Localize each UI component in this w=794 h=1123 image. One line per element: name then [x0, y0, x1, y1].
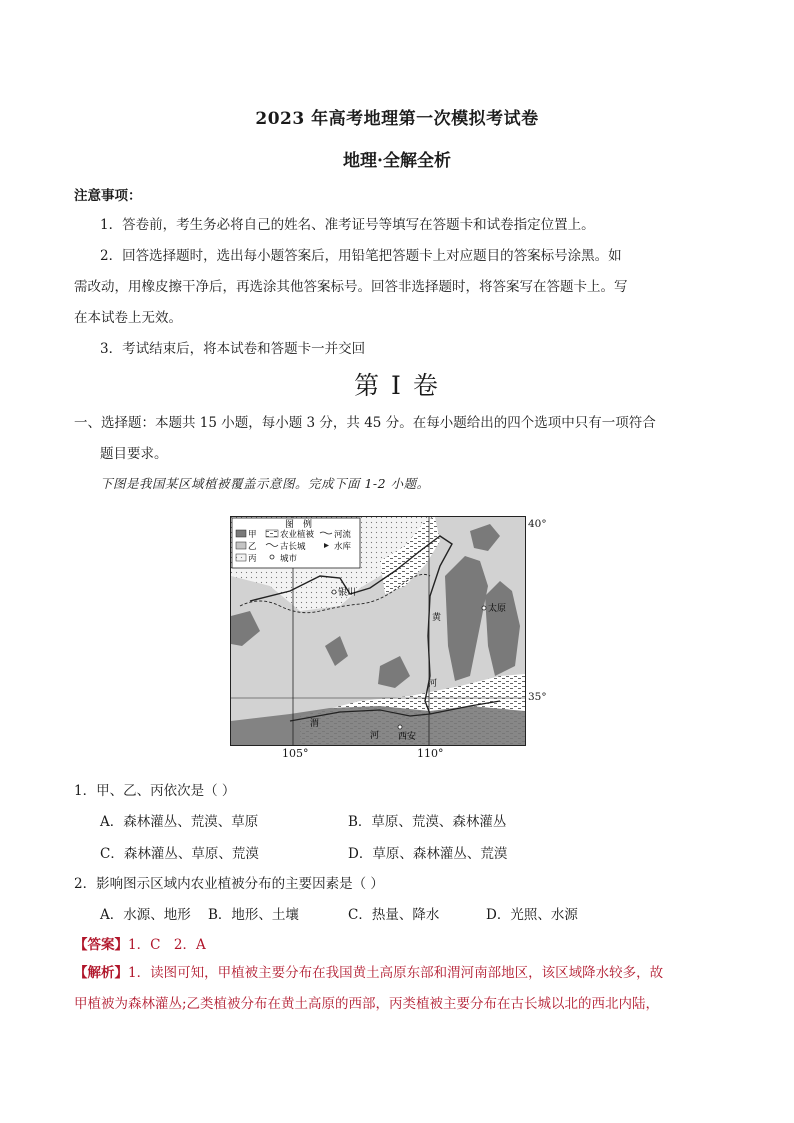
legend-wall: 古长城 — [280, 542, 306, 552]
question-2-option-c: C．热量、降水 — [348, 907, 440, 923]
question-1-option-c: C．森林灌丛、草原、荒漠 — [100, 846, 259, 862]
question-2-option-b: B．地形、土壤 — [208, 907, 299, 923]
legend-yi: 乙 — [248, 542, 257, 552]
lon-105-label: 105° — [282, 747, 309, 760]
map-caption: 下图是我国某区域植被覆盖示意图。完成下面 1-2 小题。 — [100, 476, 430, 491]
part-heading: 第 I 卷 — [354, 371, 440, 400]
question-2-option-d: D．光照、水源 — [486, 907, 578, 923]
label-huang: 黄 — [432, 613, 442, 623]
answer-line — [74, 933, 206, 953]
question-1-option-a: A．森林灌丛、荒漠、草原 — [100, 814, 259, 830]
notice-text: 3．考试结束后，将本试卷和答题卡一并交回 — [100, 341, 366, 357]
analysis-text-1: 1．读图可知，甲植被主要分布在我国黄土高原东部和渭河南部地区，该区域降水较多，故 — [128, 965, 664, 981]
legend-title: 图 例 — [285, 520, 313, 530]
section-line-1: 一、选择题：本题共 15 小题，每小题 3 分，共 45 分。在每小题给出的四个选项中只有一项符合 — [74, 415, 656, 431]
label-taiyuan: 太原 — [488, 604, 507, 614]
vegetation-map — [230, 516, 526, 746]
notice-text: 2．回答选择题时，选出每小题答案后，用铅笔把答题卡上对应题目的答案标号涂黑。如 — [100, 248, 622, 264]
legend-city: 城市 — [280, 554, 298, 564]
section-line-2: 题目要求。 — [100, 446, 168, 462]
legend-bing: 丙 — [248, 554, 257, 564]
label-yinchuan: 银川 — [338, 588, 357, 598]
notice-item-2-end: 在本试卷上无效。 — [74, 310, 182, 326]
notice-heading: 注意事项： — [74, 188, 142, 204]
page-title: 2023 年高考地理第一次模拟考试卷 — [255, 109, 539, 129]
question-1-option-b: B．草原、荒漠、森林灌丛 — [348, 814, 507, 830]
notice-item-1 — [74, 210, 686, 241]
legend-reservoir: 水库 — [334, 542, 352, 552]
notice-item-2-cont: 需改动，用橡皮擦干净后，再选涂其他答案标号。回答非选择题时，将答案写在答题卡上。写 — [74, 279, 628, 295]
legend-jia: 甲 — [248, 530, 257, 540]
answer-label: 【答案】 — [74, 937, 128, 953]
page-subtitle: 地理·全解全析 — [343, 151, 451, 171]
question-1-option-d: D．草原、森林灌丛、荒漠 — [348, 846, 508, 862]
notice-text: 1．答卷前，考生务必将自己的姓名、准考证号等填写在答题卡和试卷指定位置上。 — [100, 217, 595, 233]
label-wei-he: 河 — [370, 731, 380, 741]
answer-text: 1．C 2．A — [128, 937, 206, 953]
notice-item-2 — [74, 241, 686, 272]
label-xian: 西安 — [398, 732, 417, 742]
label-wei: 渭 — [310, 719, 320, 729]
question-2-stem: 2．影响图示区域内农业植被分布的主要因素是（ ） — [74, 876, 384, 892]
lat-40-label: 40° — [528, 518, 547, 530]
lat-35-label: 35° — [528, 691, 547, 703]
analysis-line-1 — [74, 958, 686, 989]
analysis-block — [74, 958, 686, 1020]
legend-river: 河流 — [334, 530, 352, 540]
legend-agri: 农业植被 — [280, 530, 315, 540]
question-2-option-a: A．水源、地形 — [100, 907, 191, 923]
question-1-stem: 1．甲、乙、丙依次是（ ） — [74, 783, 236, 799]
section-instructions — [74, 408, 686, 470]
notice-item-3 — [74, 334, 686, 365]
lon-110-label: 110° — [417, 747, 444, 760]
analysis-label: 【解析】 — [74, 965, 128, 981]
label-he: 河 — [428, 679, 438, 689]
analysis-line-2: 甲植被为森林灌丛;乙类植被分布在黄土高原的西部，丙类植被主要分布在古长城以北的西北内陆， — [74, 996, 660, 1012]
